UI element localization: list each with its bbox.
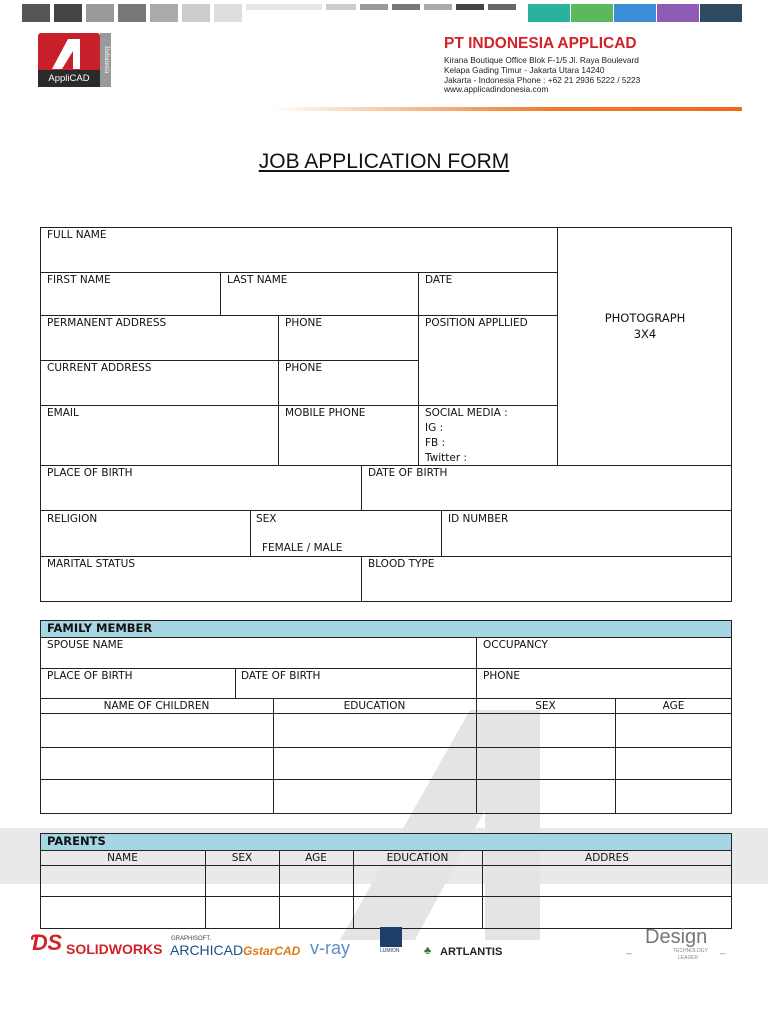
column-header: AGE: [305, 852, 327, 864]
address-line: Jakarta - Indonesia Phone : +62 21 2936 5222 / 5223: [444, 75, 641, 85]
occupancy-label: OCCUPANCY: [483, 639, 548, 651]
full-name-field[interactable]: [41, 242, 556, 271]
phone-label: PHONE: [285, 317, 322, 329]
design-sub-text: TECHNOLOGY: [673, 948, 709, 954]
current-address-label: CURRENT ADDRESS: [47, 362, 152, 374]
column-header: SEX: [231, 852, 253, 864]
family-member-heading: FAMILY MEMBER: [40, 620, 732, 638]
date-label: DATE: [425, 274, 453, 286]
header-divider: [270, 107, 742, 111]
graphisoft-text: GRAPHISOFT.: [171, 936, 212, 942]
marital-status-label: MARITAL STATUS: [47, 558, 135, 570]
id-number-label: ID NUMBER: [448, 513, 509, 525]
permanent-address-label: PERMANENT ADDRESS: [47, 317, 167, 329]
artlantis-logo: ARTLANTIS: [440, 946, 503, 958]
spouse-name-label: SPOUSE NAME: [47, 639, 124, 651]
address-line: Kelapa Gading Timur - Jakarta Utara 14240: [444, 65, 605, 75]
column-header: NAME OF CHILDREN: [103, 700, 210, 712]
last-name-label: LAST NAME: [227, 274, 288, 286]
mobile-phone-label: MOBILE PHONE: [285, 407, 366, 419]
place-of-birth-label: PLACE OF BIRTH: [47, 670, 133, 682]
design-sub-text: LEADER: [678, 955, 699, 961]
phone-label: PHONE: [285, 362, 322, 374]
full-name-label: FULL NAME: [47, 229, 107, 241]
sex-label: SEX: [256, 513, 277, 525]
date-of-birth-label: DATE OF BIRTH: [368, 467, 448, 479]
website-line: www.applicadindonesia.com: [444, 84, 549, 94]
company-name: PT INDONESIA APPLICAD: [444, 35, 637, 52]
ig-label: IG :: [425, 422, 444, 434]
social-media-label: SOCIAL MEDIA :: [425, 407, 508, 419]
photo-size-label: 3X4: [633, 327, 657, 341]
sex-options[interactable]: FEMALE / MALE: [262, 542, 343, 554]
dash-icon: _: [626, 944, 632, 955]
logo-side-text: Indonesia: [100, 33, 111, 87]
photo-label: PHOTOGRAPH: [604, 311, 686, 325]
column-header: EDUCATION: [343, 700, 406, 712]
dash-icon: _: [720, 944, 726, 955]
email-label: EMAIL: [47, 407, 79, 419]
column-header: EDUCATION: [386, 852, 449, 864]
place-of-birth-label: PLACE OF BIRTH: [47, 467, 133, 479]
gstarcad-logo: GstarCAD: [243, 944, 301, 958]
photo-placeholder[interactable]: [558, 310, 732, 342]
date-of-birth-label: DATE OF BIRTH: [241, 670, 321, 682]
lumion-text: LUMION: [380, 948, 400, 954]
phone-label: PHONE: [483, 670, 520, 682]
applicad-a-icon: [38, 33, 100, 73]
religion-label: RELIGION: [47, 513, 98, 525]
archicad-logo: ARCHICAD: [170, 942, 244, 958]
address-line: Kirana Boutique Office Blok F-1/5 Jl. Raya Boulevard: [444, 55, 639, 65]
solidworks-logo: SOLIDWORKS: [66, 941, 163, 957]
artlantis-icon: ♣: [424, 945, 432, 957]
lumion-icon: [380, 927, 402, 947]
page-title: JOB APPLICATION FORM: [258, 150, 510, 173]
first-name-label: FIRST NAME: [47, 274, 111, 286]
position-applied-label: POSITION APPLLIED: [425, 317, 528, 329]
twitter-label: Twitter :: [425, 452, 468, 464]
column-header: NAME: [107, 852, 138, 864]
logo-text: AppliCAD: [38, 70, 100, 87]
column-header: ADDRES: [585, 852, 629, 864]
parents-heading: PARENTS: [40, 833, 732, 851]
fb-label: FB :: [425, 437, 446, 449]
design-logo: Design: [645, 926, 708, 948]
ds-icon: ƊS: [30, 930, 63, 955]
column-header: AGE: [662, 700, 685, 712]
vray-logo: v-ray: [310, 938, 350, 958]
blood-type-label: BLOOD TYPE: [368, 558, 435, 570]
column-header: SEX: [535, 700, 556, 712]
